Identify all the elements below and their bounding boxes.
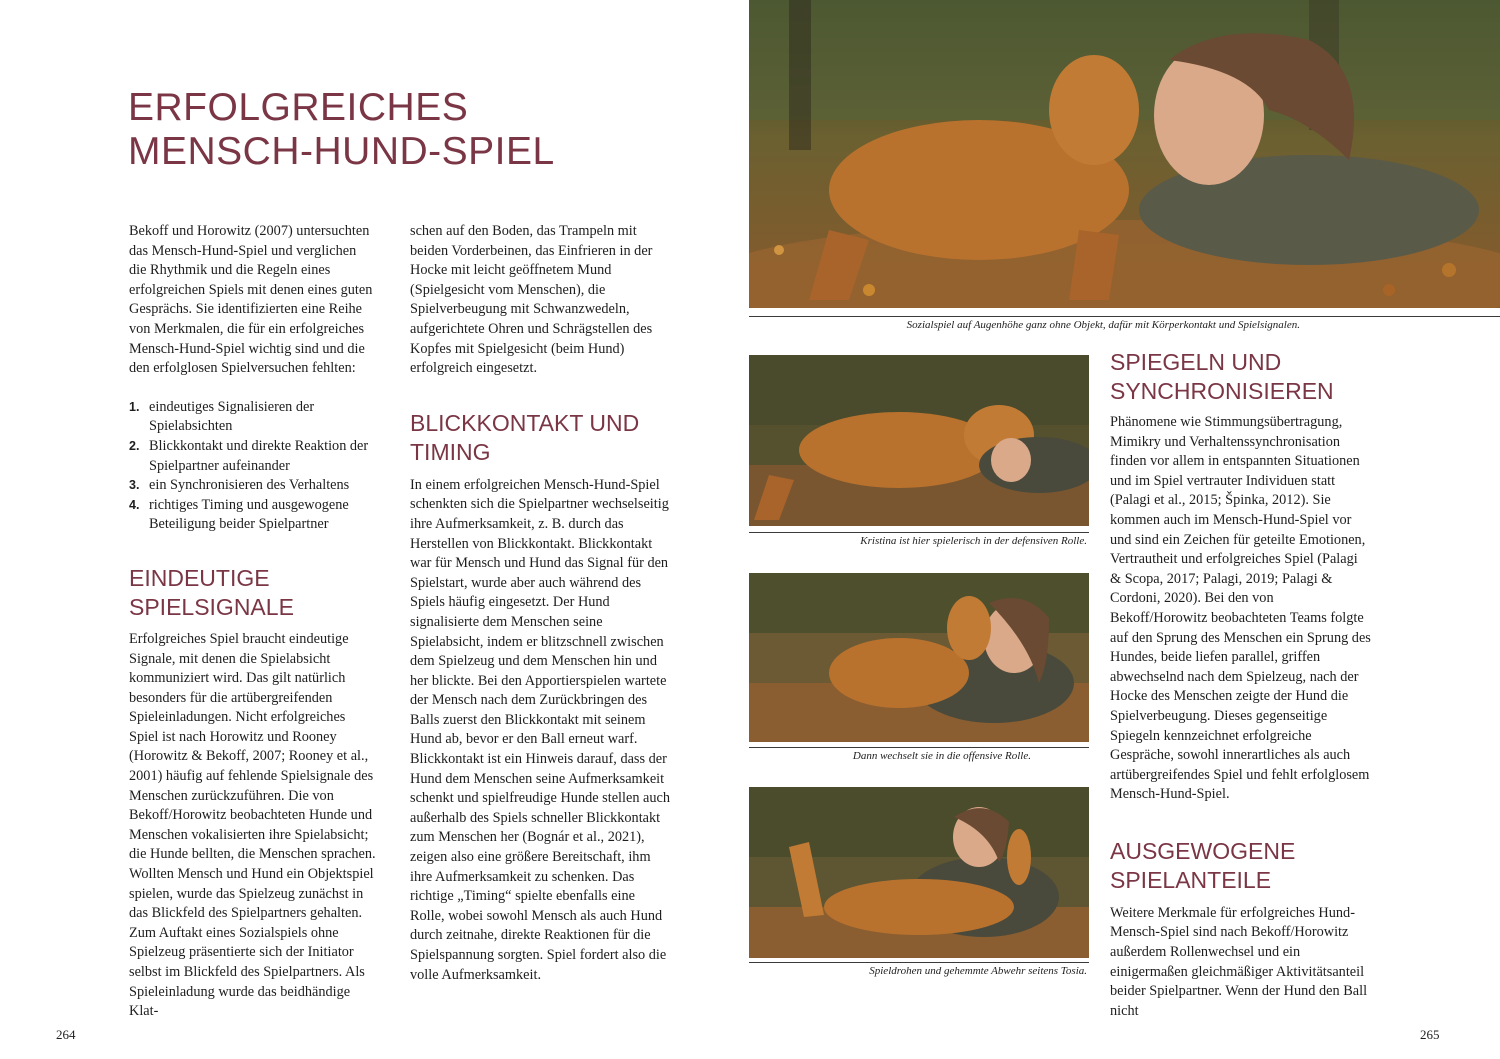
photo-offensive-role <box>749 573 1089 742</box>
list-item: 1. eindeutiges Signalisieren der Spielabsichten <box>129 398 315 435</box>
page-title-line2: MENSCH-HUND-SPIEL <box>128 130 555 173</box>
caption-top: Sozialspiel auf Augenhöhe ganz ohne Objekt, dafür mit Körperkontakt und Spielsignalen. <box>906 319 1300 331</box>
photo-social-play-image <box>749 0 1500 308</box>
page-number-right: 265 <box>1420 1027 1440 1042</box>
section-text-spiegeln: Phänomene wie Stimmungsübertragung, Mimikry und Verhaltenssynchronisation finden vor allem in entspannten Situationen und im Spiel vertrauter Individuen statt (Palagi et al., 2015; Špinka, 2012). Sie kommen auch im Mensch-Hund-Spiel vor und sind ein Zeichen für geteilte Emotionen, Vertrautheit und erfolgreiches Spiel (Palagi & Scopa, 2017; Palagi, 2019; Palagi & Cordoni, 2020). Bei den von Bekoff/Horowitz beobachteten Teams folgte auf den Sprung des Menschen ein Sprung des Hundes, beide liefen parallel, griffen abwechselnd nach dem Spielzeug, nach der Hocke des Menschen zeigte der Hund die Spielverbeugung. Dieses gegenseitige Spiegeln kennzeichnet erfolgreiche Gespräche, sowohl innerartliches als auch artübergreifendes Spiel und fehlt erfolglosem Mensch-Hund-Spiel. <box>1110 414 1371 803</box>
photo-offensive-role-image <box>749 573 1089 742</box>
page-title <box>128 86 688 174</box>
section-text-spielsignale: Erfolgreiches Spiel braucht eindeutige Signale, mit denen die Spielabsicht kommuniziert wird. Das gilt natürlich besonders für die artübergreifenden Spieleinladungen. Nicht erfolgreiches Spiel ist nach Horowitz und Rooney (Horowitz & Bekoff, 2007; Rooney et al., 2001) häufig auf fehlende Spielsignale des Menschen zurückzuführen. Die von Bekoff/Horowitz beobachteten Hunde und Menschen vokalisierten ihre Spielabsicht; die Hunde bellten, die Menschen sprachen. Wollten Mensch und Hund ein Objektspiel spielen, wurde das Spielzeug zunächst in das Blickfeld des Spielpartners gehalten. Zum Auftakt eines Sozialspiels ohne Spielzeug präsentierte sich der Initiator selbst im Blickfeld des Spielpartners. Als Spieleinladung wurde das beidhändige Klat- <box>129 630 376 1020</box>
list-item: 3. ein Synchronisieren des Verhaltens <box>129 477 350 494</box>
feature-list <box>129 398 377 535</box>
photo-play-threat-image <box>749 787 1089 958</box>
right-column <box>1110 348 1372 1021</box>
section-heading-spielanteile: AUSGEWOGENE SPIELANTEILE <box>1110 837 1296 893</box>
caption-2: Dann wechselt sie in die offensive Rolle. <box>852 750 1031 762</box>
left-column-2 <box>410 222 672 985</box>
page-title-line1: ERFOLGREICHES <box>128 86 469 129</box>
caption-rule-2 <box>749 747 1089 748</box>
page-number-left: 264 <box>56 1027 76 1042</box>
list-item: 2. Blickkontakt und direkte Reaktion der Spielpartner aufeinander <box>129 437 369 474</box>
section-heading-spiegeln: SPIEGELN UND SYNCHRONISIEREN <box>1110 349 1334 404</box>
section-text-spielanteile: Weitere Merkmale für erfolgreiches Hund-Mensch-Spiel sind nach Bekoff/Horowitz außerdem Rollenwechsel und ein einigermaßen gleichmäßiger Aktivitätsanteil beider Spielpartner. Wenn der Hund den Ball nicht <box>1110 904 1368 1019</box>
photo-social-play <box>749 0 1500 308</box>
list-item: 4. richtiges Timing und ausgewogene Beteiligung beider Spielpartner <box>129 496 349 533</box>
caption-1: Kristina ist hier spielerisch in der defensiven Rolle. <box>860 535 1087 547</box>
caption-3: Spieldrohen und gehemmte Abwehr seitens Tosia. <box>869 965 1087 977</box>
intro-paragraph: Bekoff und Horowitz (2007) untersuchten das Mensch-Hund-Spiel und verglichen die Rhythmik und die Regeln eines erfolgreichen Spiels mit denen eines guten Gesprächs. Sie identifizierten eine Reihe von Merkmalen, die für ein erfolgreiches Mensch-Hund-Spiel wichtig sind und die den erfolglosen Spielversuchen fehlten: <box>129 223 373 377</box>
continued-paragraph: schen auf den Boden, das Trampeln mit beiden Vorderbeinen, das Einfrieren in der Hocke mit leicht geöffnetem Mund (Spielgesicht vom Menschen), die Spielverbeugung mit Schwanzwedeln, aufgerichtete Ohren und Schrägstellen des Kopfes mit Spielgesicht (beim Hund) erfolgreich eingesetzt. <box>410 223 653 377</box>
caption-rule-3 <box>749 962 1089 963</box>
section-heading-blickkontakt: BLICKKONTAKT UND TIMING <box>410 409 640 465</box>
section-text-blickkontakt: In einem erfolgreichen Mensch-Hund-Spiel schenkten sich die Spielpartner wechselseitig ihre Aufmerksamkeit, z. B. durch das Herstellen von Blickkontakt. Blickkontakt war für Mensch und Hund das Signal für den Spielstart, wurde aber auch während des Spiels häufig eingesetzt. Der Hund signalisierte dem Menschen seine Spielabsicht, indem er blitzschnell zwischen dem Spielzeug und dem Menschen hin und her blickte. Bei den Apportierspielen wartete der Mensch nach dem Zurückbringen des Balls zuerst den Blickkontakt mit seinem Hund ab, bevor er den Ball erneut warf. Blickkontakt ist ein Hinweis darauf, dass der Hund dem Menschen seine Aufmerksamkeit schenkt und spielfreudige Hunde stellen auch außerhalb des Spiels schneller Blickkontakt zum Menschen her (Bognár et al., 2021), zeigen also eine größere Bereitschaft, ihm ihre Aufmerksamkeit zu schenken. Das richtige „Timing“ spielte ebenfalls eine Rolle, wobei sowohl Mensch als auch Hund durch zeitnahe, direkte Reaktionen für die Spielspannung sorgten. Spiel fordert also die volle Aufmerksamkeit. <box>410 476 671 983</box>
photo-defensive-role-image <box>749 355 1089 526</box>
caption-rule-top <box>749 316 1500 317</box>
photo-play-threat <box>749 787 1089 958</box>
section-heading-spielsignale: EINDEUTIGE SPIELSIGNALE <box>129 564 294 620</box>
left-column-1 <box>129 222 377 1022</box>
photo-defensive-role <box>749 355 1089 526</box>
caption-rule-1 <box>749 532 1089 533</box>
